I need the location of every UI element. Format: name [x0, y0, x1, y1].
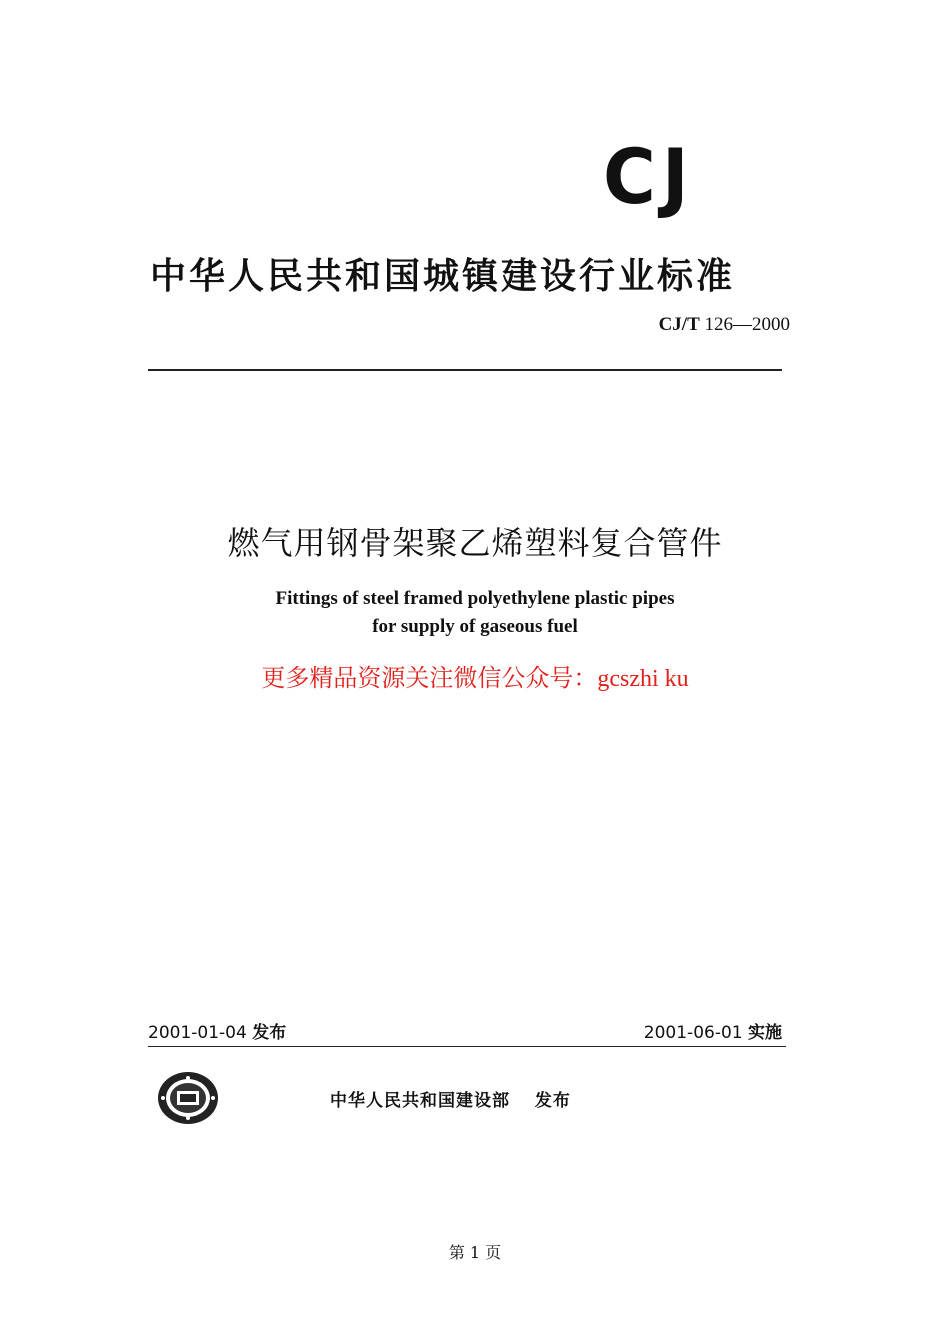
ministry-emblem-icon — [155, 1070, 221, 1126]
page-number: 第 1 页 — [448, 1243, 502, 1262]
promo-text: 更多精品资源关注微信公众号：gcszhi ku — [261, 666, 689, 692]
cj-logo: CJ — [603, 132, 695, 222]
document-title-zh: 燃气用钢骨架聚乙烯塑料复合管件 — [227, 524, 723, 562]
standard-code: CJ/T — [658, 314, 700, 335]
publisher-name: 中华人民共和国建设部 — [330, 1091, 510, 1111]
standard-number-value: 126—2000 — [704, 314, 790, 335]
header-divider — [148, 369, 782, 371]
standard-number — [560, 314, 790, 336]
issue-date-label: 发布 — [252, 1023, 287, 1043]
document-title-en — [100, 585, 850, 641]
document-title-en-line2: for supply of gaseous fuel — [372, 616, 578, 637]
issue-date-value: 2001-01-04 — [148, 1023, 247, 1043]
effective-date-label: 实施 — [748, 1023, 782, 1043]
effective-date — [560, 1018, 782, 1043]
organization-title: 中华人民共和国城镇建设行业标准 — [150, 256, 736, 297]
document-title-en-line1: Fittings of steel framed polyethylene plastic pipes — [275, 588, 675, 609]
effective-date-value: 2001-06-01 — [643, 1023, 743, 1043]
publisher-action: 发布 — [534, 1091, 571, 1111]
footer-divider — [148, 1046, 786, 1047]
issue-date — [148, 1018, 286, 1043]
publisher — [330, 1086, 571, 1111]
